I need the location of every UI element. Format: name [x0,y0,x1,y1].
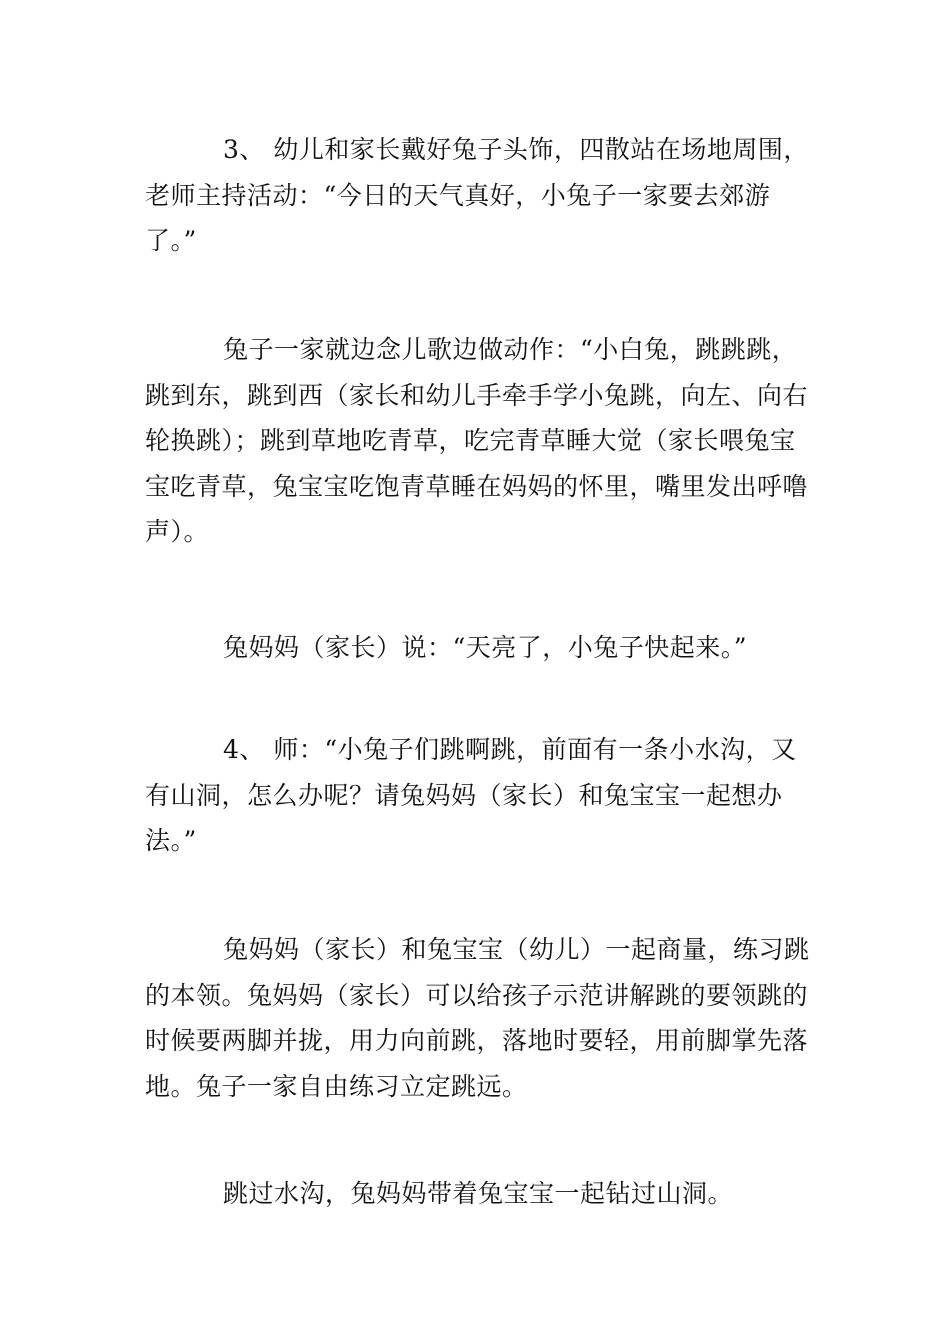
paragraph-step-3: 3、 幼儿和家长戴好兔子头饰，四散站在场地周围，老师主持活动：“今日的天气真好，小兔子一家要去郊游了。” [145,135,809,255]
paragraph-cross-ditch: 跳过水沟，兔妈妈带着兔宝宝一起钻过山洞。 [223,1179,734,1208]
paragraph-mother-rabbit-says: 兔妈妈（家长）说：“天亮了，小兔子快起来。” [223,633,748,662]
paragraph-rabbit-song: 兔子一家就边念儿歌边做动作：“小白兔，跳跳跳，跳到东，跳到西（家长和幼儿手牵手学小兔跳，向左、向右轮换跳）；跳到草地吃青草，吃完青草睡大觉（家长喂兔宝宝吃青草，兔宝宝吃饱青草睡在妈妈的怀里，嘴里发出呼噜声）。 [145,335,809,546]
paragraph-jump-practice: 兔妈妈（家长）和兔宝宝（幼儿）一起商量，练习跳的本领。兔妈妈（家长）可以给孩子示范讲解跳的要领跳的时候要两脚并拢，用力向前跳，落地时要轻，用前脚掌先落地。兔子一家自由练习立定跳远。 [145,935,810,1101]
paragraph-step-4: 4、 师：“小兔子们跳啊跳，前面有一条小水沟，又有山洞，怎么办呢？请兔妈妈（家长）和兔宝宝一起想办法。” [145,735,797,855]
